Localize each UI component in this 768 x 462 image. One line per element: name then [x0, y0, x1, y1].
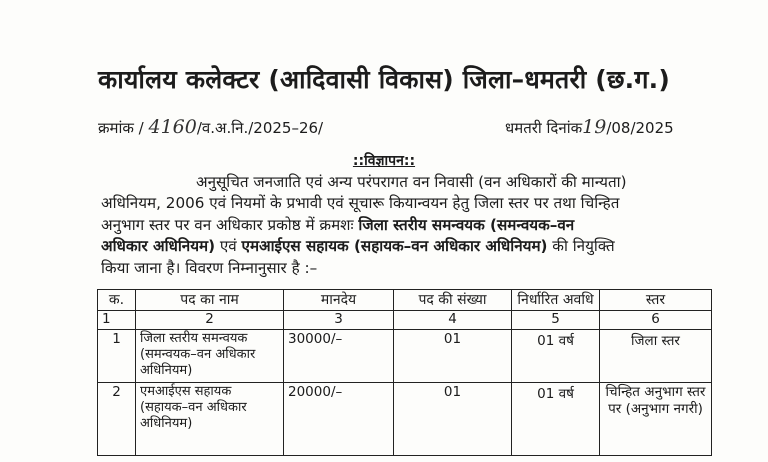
post-line: जिला स्तरीय समन्वयक [140, 331, 248, 346]
post-line: अधिनियम) [140, 416, 193, 431]
vacancy-table [97, 289, 712, 456]
table-header-row [98, 290, 712, 311]
kramank-suffix: /व.अ.नि./2025–26/ [196, 119, 324, 137]
reference-date [505, 116, 674, 138]
reference-number [98, 116, 323, 138]
notice-heading: ::विज्ञापन:: [352, 153, 416, 169]
date-rest: /08/2025 [606, 119, 674, 137]
paragraph-text: एवं [219, 237, 237, 256]
row-honorarium: 20000/– [284, 383, 394, 456]
slash: / [133, 119, 149, 137]
paragraph-text: की नियुक्ति [552, 237, 615, 256]
date-label: धमतरी दिनांक [505, 119, 583, 137]
kramank-label: क्रमांक [98, 119, 134, 137]
row-level: चिन्हित अनुभाग स्तर पर (अनुभाग नगरी) [600, 383, 712, 456]
row-post-count: 01 [394, 383, 512, 456]
row-post-count: 01 [394, 330, 512, 383]
header-duration: निर्धारित अवधि [512, 290, 600, 311]
paragraph-line [101, 236, 703, 257]
column-number: 6 [600, 311, 712, 330]
post-line: (समन्वयक–वन अधिकार [140, 347, 256, 362]
table-column-numbers-row [98, 311, 712, 330]
post-name-bold: जिला स्तरीय समन्वयक (समन्वयक–वन [358, 215, 575, 234]
post-line: अधिनियम) [140, 363, 193, 378]
row-sn: 1 [98, 330, 136, 383]
table-row [98, 383, 712, 456]
table-row [98, 330, 712, 383]
row-duration: 01 वर्ष [512, 330, 600, 383]
column-number: 3 [284, 311, 394, 330]
paragraph-line [101, 215, 703, 236]
row-sn: 2 [98, 383, 136, 456]
column-number: 5 [512, 311, 600, 330]
row-duration: 01 वर्ष [512, 383, 600, 456]
header-honorarium: मानदेय [284, 290, 394, 311]
kramank-handwritten-number: 4160 [148, 116, 197, 138]
header-sn: क. [98, 290, 136, 311]
column-number: 2 [136, 311, 284, 330]
row-level: जिला स्तर [600, 330, 712, 383]
post-line: एमआईएस सहायक [140, 384, 232, 399]
post-name-bold: एमआईएस सहायक (सहायक–वन अधिकार अधिनियम) [241, 237, 548, 256]
row-post-name [136, 383, 284, 456]
column-number: 4 [394, 311, 512, 330]
office-title: कार्यालय कलेक्टर (आदिवासी विकास) जिला–धमतरी (छ.ग.) [98, 65, 670, 94]
notice-paragraph [101, 172, 703, 279]
header-post-name: पद का नाम [136, 290, 284, 311]
header-level: स्तर [600, 290, 712, 311]
row-post-name [136, 330, 284, 383]
paragraph-line: अधिनियम, 2006 एवं नियमों के प्रभावी एवं सूचारू कियान्वयन हेतु जिला स्तर पर तथा चिन्हित [101, 194, 620, 213]
column-number: 1 [98, 311, 136, 330]
paragraph-text: अनुभाग स्तर पर वन अधिकार प्रकोष्ठ में क्रमशः [101, 215, 354, 234]
paragraph-line: अनुसूचित जनजाति एवं अन्य परंपरागत वन निवासी (वन अधिकारों की मान्यता) [196, 173, 627, 191]
post-line: (सहायक–वन अधिकार [140, 400, 247, 415]
post-name-bold: अधिकार अधिनियम) [101, 237, 216, 256]
date-handwritten-day: 19 [582, 116, 607, 138]
paragraph-line: किया जाना है। विवरण निम्नानुसार है :– [101, 258, 318, 277]
row-honorarium: 30000/– [284, 330, 394, 383]
header-post-count: पद की संख्या [394, 290, 512, 311]
